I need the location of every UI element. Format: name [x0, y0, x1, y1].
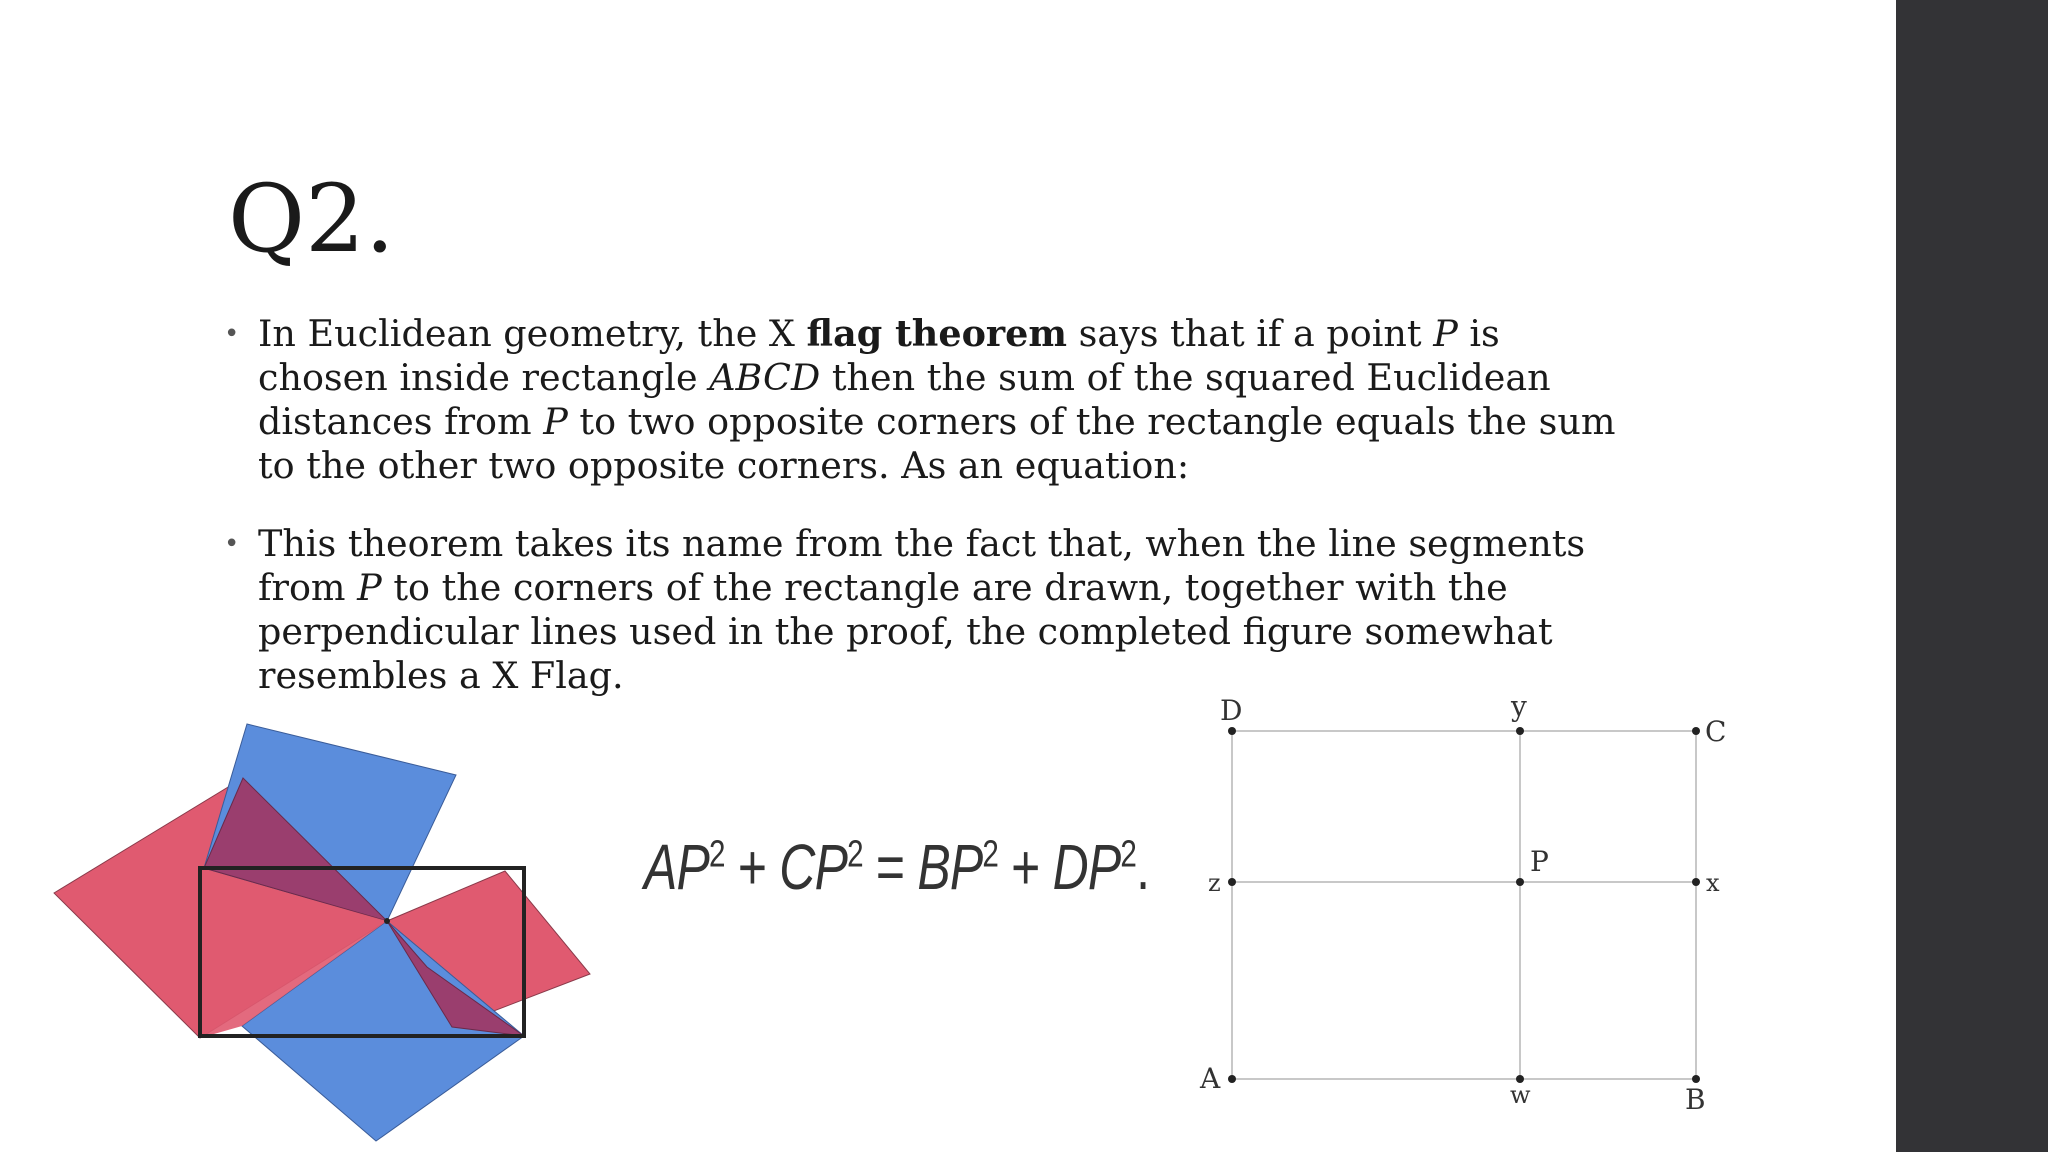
label-b: B — [1685, 1083, 1706, 1116]
label-y: y — [1511, 690, 1527, 723]
right-sidebar-bar — [1896, 0, 2048, 1152]
bullet-text: to the corners of the rectangle are drawn, together with the perpendicular lines used in the proof, the completed figure somewhat resembles a X Flag. — [258, 566, 1553, 697]
point-a — [1228, 1075, 1236, 1083]
point-b — [1692, 1075, 1700, 1083]
eq-term-cp: CP — [779, 831, 848, 903]
label-c: C — [1705, 715, 1727, 748]
bullet-text: then the sum of the squared Euclidean distances from — [258, 356, 1551, 443]
eq-equals: = — [875, 831, 905, 903]
eq-exponent: 2 — [982, 833, 999, 876]
label-z: z — [1208, 869, 1221, 897]
eq-exponent: 2 — [709, 833, 725, 876]
bullet-text: This theorem takes its name from the fact that, when the line segments from — [258, 522, 1586, 609]
flag-theorem-equation — [644, 830, 1149, 904]
point-p-diagram — [1516, 878, 1524, 886]
bullet-marker: • — [224, 529, 240, 559]
eq-term-dp: DP — [1052, 831, 1121, 903]
bullet-item-2 — [224, 522, 1624, 698]
eq-exponent: 2 — [1120, 833, 1137, 876]
diagram-points — [1228, 727, 1700, 1083]
flag-point-p — [384, 918, 390, 924]
flag-illustration — [0, 690, 620, 1152]
label-a: A — [1200, 1062, 1221, 1095]
point-p: P — [543, 400, 568, 443]
label-p: P — [1530, 845, 1549, 878]
eq-term-bp: BP — [917, 831, 983, 903]
point-z — [1228, 878, 1236, 886]
rectangle-diagram — [1190, 685, 1750, 1125]
diagram-rectangle — [1232, 731, 1696, 1079]
bullet-marker: • — [224, 319, 240, 349]
eq-plus: + — [737, 831, 767, 903]
eq-term-ap: AP — [644, 831, 710, 903]
point-d — [1228, 727, 1236, 735]
point-c — [1692, 727, 1700, 735]
label-x: x — [1706, 869, 1720, 897]
eq-period: . — [1136, 831, 1150, 903]
bullet-item-1 — [224, 312, 1624, 488]
label-w: w — [1510, 1081, 1531, 1109]
point-p: P — [357, 566, 382, 609]
bullet-text: In Euclidean geometry, the X — [258, 312, 807, 355]
point-y — [1516, 727, 1524, 735]
bullet-text: says that if a point — [1067, 312, 1434, 355]
bullet-text: is chosen inside rectangle — [258, 312, 1500, 399]
diagram-lines — [1232, 731, 1696, 1079]
rectangle-name: ABCD — [709, 356, 821, 399]
point-x — [1692, 878, 1700, 886]
eq-exponent: 2 — [847, 833, 863, 876]
theorem-name: flag theorem — [806, 312, 1067, 355]
bullet-text: to two opposite corners of the rectangle equals the sum to the other two opposite corners. As an equation: — [258, 400, 1616, 487]
bullet-list — [224, 312, 1624, 732]
eq-plus: + — [1011, 831, 1040, 903]
slide-title: Q2. — [228, 165, 395, 274]
label-d: D — [1220, 694, 1243, 727]
point-p: P — [1433, 312, 1458, 355]
